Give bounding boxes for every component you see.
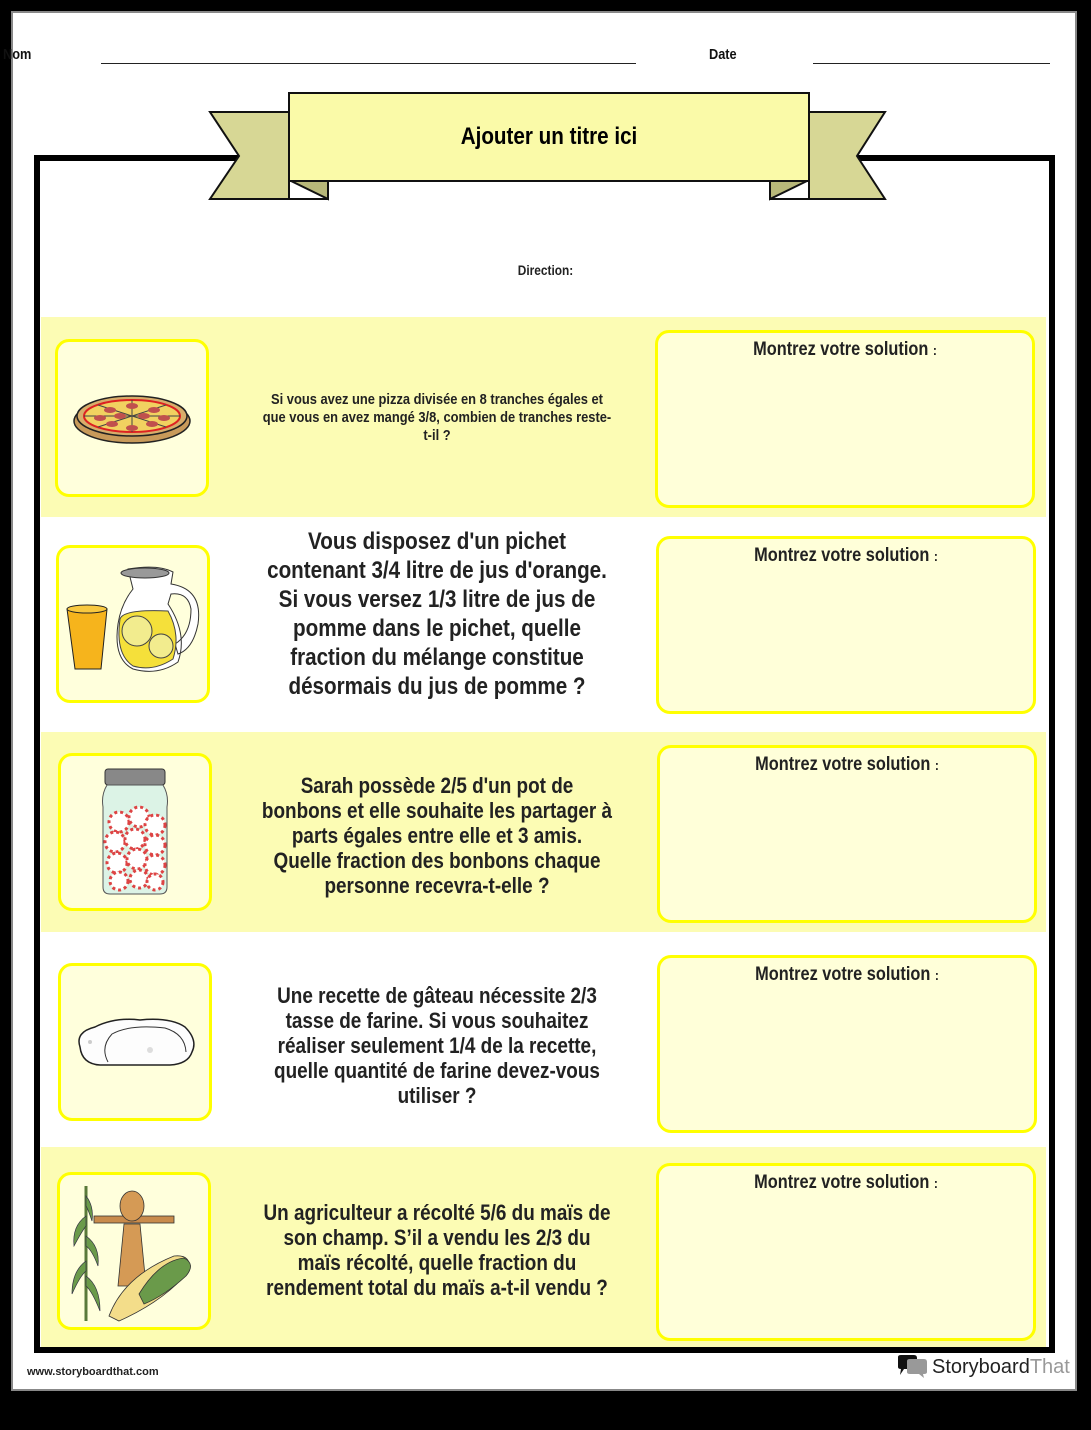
pizza-icon bbox=[72, 388, 192, 448]
speech-bubbles-icon bbox=[896, 1355, 928, 1379]
direction-label: Direction: bbox=[517, 262, 574, 278]
candy-jar-icon bbox=[95, 767, 175, 897]
solution-label: Montrez votre solution bbox=[755, 754, 931, 775]
date-label: Date bbox=[709, 46, 737, 63]
flour-bag-icon bbox=[70, 1012, 200, 1072]
question-text-1: Si vous avez une pizza divisée en 8 tranches égales et que vous en avez mangé 3/8, combien de tranches reste-t-il ? bbox=[262, 390, 612, 444]
solution-box-4[interactable]: Montrez votre solution : bbox=[657, 955, 1037, 1133]
solution-box-2[interactable]: Montrez votre solution : bbox=[656, 536, 1036, 714]
candy-jar-image-box bbox=[58, 753, 212, 911]
flour-image-box bbox=[58, 963, 212, 1121]
lemonade-pitcher-icon bbox=[63, 564, 203, 684]
lemonade-image-box bbox=[56, 545, 210, 703]
question-text-4: Une recette de gâteau nécessite 2/3 tasse de farine. Si vous souhaitez réaliser seulement 1/4 de la recette, quelle quantité de farine devez-vous utiliser ? bbox=[274, 982, 600, 1108]
solution-box-3[interactable]: Montrez votre solution : bbox=[657, 745, 1037, 923]
solution-box-1[interactable]: Montrez votre solution : bbox=[655, 330, 1035, 508]
pizza-image-box bbox=[55, 339, 209, 497]
solution-label: Montrez votre solution bbox=[754, 1172, 930, 1193]
question-text-5: Un agriculteur a récolté 5/6 du maïs de son champ. S’il a vendu les 2/3 du maïs récolté, quelle fraction du rendement total du maïs a-t-il vendu ? bbox=[263, 1200, 611, 1300]
solution-label: Montrez votre solution bbox=[753, 339, 929, 360]
scarecrow-corn-icon bbox=[64, 1176, 204, 1326]
scarecrow-image-box bbox=[57, 1172, 211, 1330]
solution-box-5[interactable]: Montrez votre solution : bbox=[656, 1163, 1036, 1341]
solution-label: Montrez votre solution bbox=[755, 964, 931, 985]
question-text-3: Sarah possède 2/5 d'un pot de bonbons et elle souhaite les partager à parts égales entre elle et 3 amis. Quelle fraction des bonbons chaque personne recevra-t-elle ? bbox=[261, 772, 613, 898]
storyboardthat-logo[interactable]: Storyboard That bbox=[896, 1355, 1070, 1379]
footer-url[interactable]: www.storyboardthat.com bbox=[27, 1366, 159, 1378]
solution-label: Montrez votre solution bbox=[754, 545, 930, 566]
question-text-2: Vous disposez d'un pichet contenant 3/4 litre de jus d'orange. Si vous versez 1/3 litre de jus de pomme dans le pichet, quelle fraction du mélange constitue désormais du jus de pomme ? bbox=[267, 528, 607, 700]
name-label: Nom bbox=[3, 46, 32, 63]
worksheet-title[interactable]: Ajouter un titre ici bbox=[460, 123, 638, 150]
